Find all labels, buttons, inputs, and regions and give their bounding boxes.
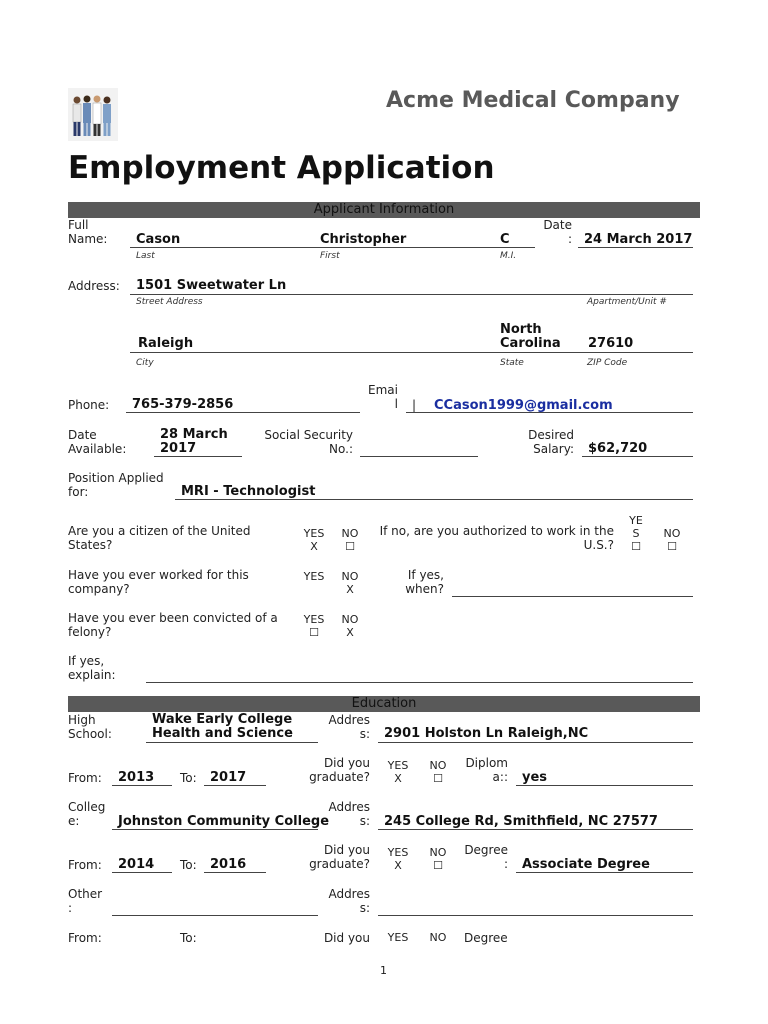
other-label-line1: Other xyxy=(68,887,103,901)
date-available-value-line2: 2017 xyxy=(160,441,197,456)
full-name-label-line1: Full xyxy=(68,218,89,232)
full-name-label-line2: Name: xyxy=(68,232,108,246)
hs-graduate-yes-checkbox[interactable]: X xyxy=(394,772,402,785)
when-underline[interactable] xyxy=(452,596,693,597)
other-address-underline[interactable] xyxy=(378,915,693,916)
authorized-question-line2: U.S.? xyxy=(583,538,614,552)
degree-label xyxy=(456,843,508,871)
authorized-yes-checkbox[interactable]: ☐ xyxy=(631,540,641,553)
felony-question-line2: felony? xyxy=(68,625,112,639)
hs-graduate-label-line2: graduate? xyxy=(309,770,370,784)
zip-sub-label: ZIP Code xyxy=(587,358,628,368)
worked-yes-option[interactable] xyxy=(300,570,328,583)
college-address-underline xyxy=(378,829,693,830)
hs-to-value[interactable]: 2017 xyxy=(210,770,247,785)
worked-yes-label: YES xyxy=(303,570,325,583)
college-graduate-yes-checkbox[interactable]: X xyxy=(394,859,402,872)
ssn-label xyxy=(250,428,353,456)
hs-to-label: To: xyxy=(180,771,197,785)
date-label xyxy=(542,218,572,246)
degree-label-line1: Degree xyxy=(464,843,508,857)
email-link[interactable]: CCason1999@gmail.com xyxy=(434,398,613,413)
high-school-value-line2: Health and Science xyxy=(152,726,293,741)
worked-question-line2: company? xyxy=(68,582,130,596)
state-sub-label: State xyxy=(500,358,524,368)
college-to-label: To: xyxy=(180,858,197,872)
degree-value[interactable]: Associate Degree xyxy=(522,857,650,872)
city-value[interactable]: Raleigh xyxy=(138,336,194,351)
street-sub-label: Street Address xyxy=(136,297,203,307)
worked-no-option[interactable] xyxy=(336,570,364,596)
date-available-value[interactable] xyxy=(160,428,228,456)
felony-yes-checkbox[interactable]: ☐ xyxy=(309,626,319,639)
zip-value[interactable]: 27610 xyxy=(588,336,634,351)
diploma-label-line2: a:: xyxy=(492,770,508,784)
company-name: Acme Medical Company xyxy=(386,88,680,113)
high-school-value-line1: Wake Early College xyxy=(152,712,293,727)
first-name-value[interactable]: Christopher xyxy=(320,232,407,247)
high-school-value[interactable] xyxy=(152,713,293,741)
company-logo xyxy=(68,88,118,141)
salary-label xyxy=(500,428,574,456)
college-to-value[interactable]: 2016 xyxy=(210,857,247,872)
apt-sub-label: Apartment/Unit # xyxy=(587,297,667,307)
position-label-line2: for: xyxy=(68,485,89,499)
other-underline[interactable] xyxy=(112,915,318,916)
authorized-no-option[interactable] xyxy=(658,527,686,553)
authorized-no-label: NO xyxy=(663,527,681,540)
when-label-line2: when? xyxy=(405,582,444,596)
street-value[interactable]: 1501 Sweetwater Ln xyxy=(136,278,287,293)
position-label-line1: Position Applied xyxy=(68,471,164,485)
authorized-yes-label-line2: S xyxy=(632,527,640,540)
last-sub-label: Last xyxy=(136,251,155,261)
explain-label-line1: If yes, xyxy=(68,654,105,668)
citizen-no-checkbox[interactable]: ☐ xyxy=(345,540,355,553)
date-value[interactable]: 24 March 2017 xyxy=(584,232,693,247)
state-value[interactable] xyxy=(500,323,561,351)
authorized-yes-option[interactable] xyxy=(622,514,650,553)
first-sub-label: First xyxy=(320,251,340,261)
college-graduate-label xyxy=(300,843,370,871)
city-underline xyxy=(130,352,693,353)
salary-label-line1: Desired xyxy=(528,428,574,442)
high-school-label xyxy=(68,713,112,741)
hs-to-underline xyxy=(204,785,266,786)
college-address-label-line2: s: xyxy=(359,814,370,828)
hs-graduate-no-checkbox[interactable]: ☐ xyxy=(433,772,443,785)
authorized-no-checkbox[interactable]: ☐ xyxy=(667,540,677,553)
worked-no-checkbox[interactable]: X xyxy=(346,583,354,596)
section-bar-education xyxy=(68,696,700,712)
college-underline xyxy=(112,829,318,830)
felony-question-line1: Have you ever been convicted of a xyxy=(68,611,278,625)
salary-underline xyxy=(582,456,693,457)
email-label xyxy=(368,383,398,411)
college-address-value[interactable]: 245 College Rd, Smithfield, NC 27577 xyxy=(384,814,658,829)
diploma-value[interactable]: yes xyxy=(522,770,548,785)
citizen-question-line1: Are you a citizen of the United xyxy=(68,524,251,538)
diploma-underline xyxy=(516,785,693,786)
street-underline xyxy=(130,294,693,295)
email-label-line1: Emai xyxy=(368,383,398,397)
citizen-no-label: NO xyxy=(341,527,359,540)
college-graduate-label-line1: Did you xyxy=(323,843,370,857)
felony-no-label: NO xyxy=(341,613,359,626)
citizen-no-option[interactable] xyxy=(336,527,364,553)
phone-value[interactable]: 765-379-2856 xyxy=(132,397,234,412)
other-address-label xyxy=(320,887,370,915)
other-label xyxy=(68,887,102,915)
other-graduate-label: Did you xyxy=(323,931,370,945)
high-school-underline xyxy=(146,742,318,743)
position-underline xyxy=(175,499,693,500)
date-available-label-line1: Date xyxy=(68,428,97,442)
other-address-label-line2: s: xyxy=(359,901,370,915)
salary-value[interactable]: $62,720 xyxy=(588,441,648,456)
email-separator: | xyxy=(412,398,417,412)
college-graduate-label-line2: graduate? xyxy=(309,857,370,871)
felony-no-option[interactable] xyxy=(336,613,364,639)
other-label-line2: : xyxy=(68,901,73,915)
state-value-line1: North xyxy=(500,322,542,337)
college-value[interactable]: Johnston Community College xyxy=(118,814,330,829)
diploma-label-line1: Diplom xyxy=(465,756,508,770)
citizen-question xyxy=(68,524,251,552)
section-title-education: Education xyxy=(351,696,417,711)
mi-sub-label: M.I. xyxy=(500,251,517,261)
hs-graduate-yes-label: YES xyxy=(387,759,409,772)
felony-yes-option[interactable] xyxy=(300,613,328,639)
date-label-line1: Date xyxy=(543,218,572,232)
city-sub-label: City xyxy=(136,358,154,368)
last-name-value[interactable]: Cason xyxy=(136,232,181,247)
college-graduate-no-option[interactable] xyxy=(424,846,452,872)
felony-no-checkbox[interactable]: X xyxy=(346,626,354,639)
citizen-yes-checkbox[interactable]: X xyxy=(310,540,318,553)
other-degree-label: Degree xyxy=(464,931,508,945)
citizen-yes-label: YES xyxy=(303,527,325,540)
position-label xyxy=(68,471,164,499)
email-label-line2: l xyxy=(394,397,398,411)
explain-label xyxy=(68,654,116,682)
email-underline xyxy=(406,412,693,413)
medical-staff-icon xyxy=(68,88,118,141)
college-address-label-line1: Addres xyxy=(328,800,370,814)
full-name-label xyxy=(68,218,107,246)
hs-from-value[interactable]: 2013 xyxy=(118,770,155,785)
citizen-question-line2: States? xyxy=(68,538,113,552)
when-label-line1: If yes, xyxy=(407,568,444,582)
hs-graduate-label xyxy=(300,756,370,784)
other-graduate-no-label[interactable]: NO xyxy=(429,931,447,944)
high-school-label-line2: School: xyxy=(68,727,112,741)
salary-label-line2: Salary: xyxy=(533,442,574,456)
degree-underline xyxy=(516,872,693,873)
other-graduate-yes-label[interactable]: YES xyxy=(387,931,409,944)
ssn-underline[interactable] xyxy=(360,456,478,457)
ssn-label-line2: No.: xyxy=(329,442,353,456)
hs-from-label: From: xyxy=(68,771,102,785)
explain-label-line2: explain: xyxy=(68,668,116,682)
date-underline xyxy=(578,247,693,248)
hs-graduate-yes-option[interactable] xyxy=(384,759,412,785)
position-value[interactable]: MRI - Technologist xyxy=(181,484,316,499)
name-underline xyxy=(130,247,535,248)
college-graduate-yes-label: YES xyxy=(387,846,409,859)
college-graduate-no-label: NO xyxy=(429,846,447,859)
high-school-label-line1: High xyxy=(68,713,96,727)
section-title-applicant: Applicant Information xyxy=(313,202,455,217)
college-graduate-no-checkbox[interactable]: ☐ xyxy=(433,859,443,872)
page-title: Employment Application xyxy=(68,150,495,186)
ssn-label-line1: Social Security xyxy=(264,428,353,442)
hs-from-underline xyxy=(112,785,172,786)
worked-question xyxy=(68,568,249,596)
phone-underline xyxy=(126,412,360,413)
authorized-question-line1: If no, are you authorized to work in the xyxy=(379,524,614,538)
date-available-underline xyxy=(154,456,242,457)
other-from-label: From: xyxy=(68,931,102,945)
worked-no-label: NO xyxy=(341,570,359,583)
degree-label-line2: : xyxy=(503,857,508,871)
college-from-label: From: xyxy=(68,858,102,872)
date-available-value-line1: 28 March xyxy=(160,427,228,442)
hs-address-underline xyxy=(378,742,693,743)
section-bar-applicant xyxy=(68,202,700,218)
when-label xyxy=(380,568,444,596)
college-from-value[interactable]: 2014 xyxy=(118,857,155,872)
hs-graduate-no-option[interactable] xyxy=(424,759,452,785)
explain-underline[interactable] xyxy=(146,682,693,683)
authorized-yes-label-line1: YE xyxy=(629,514,643,527)
page-number: 1 xyxy=(380,964,387,977)
hs-address-value[interactable]: 2901 Holston Ln Raleigh,NC xyxy=(384,726,589,741)
date-available-label-line2: Available: xyxy=(68,442,127,456)
hs-graduate-label-line1: Did you xyxy=(323,756,370,770)
citizen-yes-option[interactable] xyxy=(300,527,328,553)
date-available-label xyxy=(68,428,126,456)
college-label-line1: Colleg xyxy=(68,800,106,814)
college-label-line2: e: xyxy=(68,814,80,828)
hs-address-label-line2: s: xyxy=(359,727,370,741)
phone-label: Phone: xyxy=(68,398,110,412)
diploma-label xyxy=(456,756,508,784)
middle-initial-value[interactable]: C xyxy=(500,232,510,247)
college-graduate-yes-option[interactable] xyxy=(384,846,412,872)
state-value-line2: Carolina xyxy=(500,336,561,351)
college-label xyxy=(68,800,105,828)
hs-address-label-line1: Addres xyxy=(328,713,370,727)
date-label-line2: : xyxy=(567,232,572,246)
felony-question xyxy=(68,611,278,639)
felony-yes-label: YES xyxy=(303,613,325,626)
college-address-label xyxy=(320,800,370,828)
address-label: Address: xyxy=(68,279,120,293)
college-to-underline xyxy=(204,872,266,873)
hs-graduate-no-label: NO xyxy=(429,759,447,772)
other-to-label: To: xyxy=(180,931,197,945)
hs-address-label xyxy=(320,713,370,741)
college-from-underline xyxy=(112,872,172,873)
authorized-question xyxy=(372,524,614,552)
other-address-label-line1: Addres xyxy=(328,887,370,901)
worked-question-line1: Have you ever worked for this xyxy=(68,568,249,582)
